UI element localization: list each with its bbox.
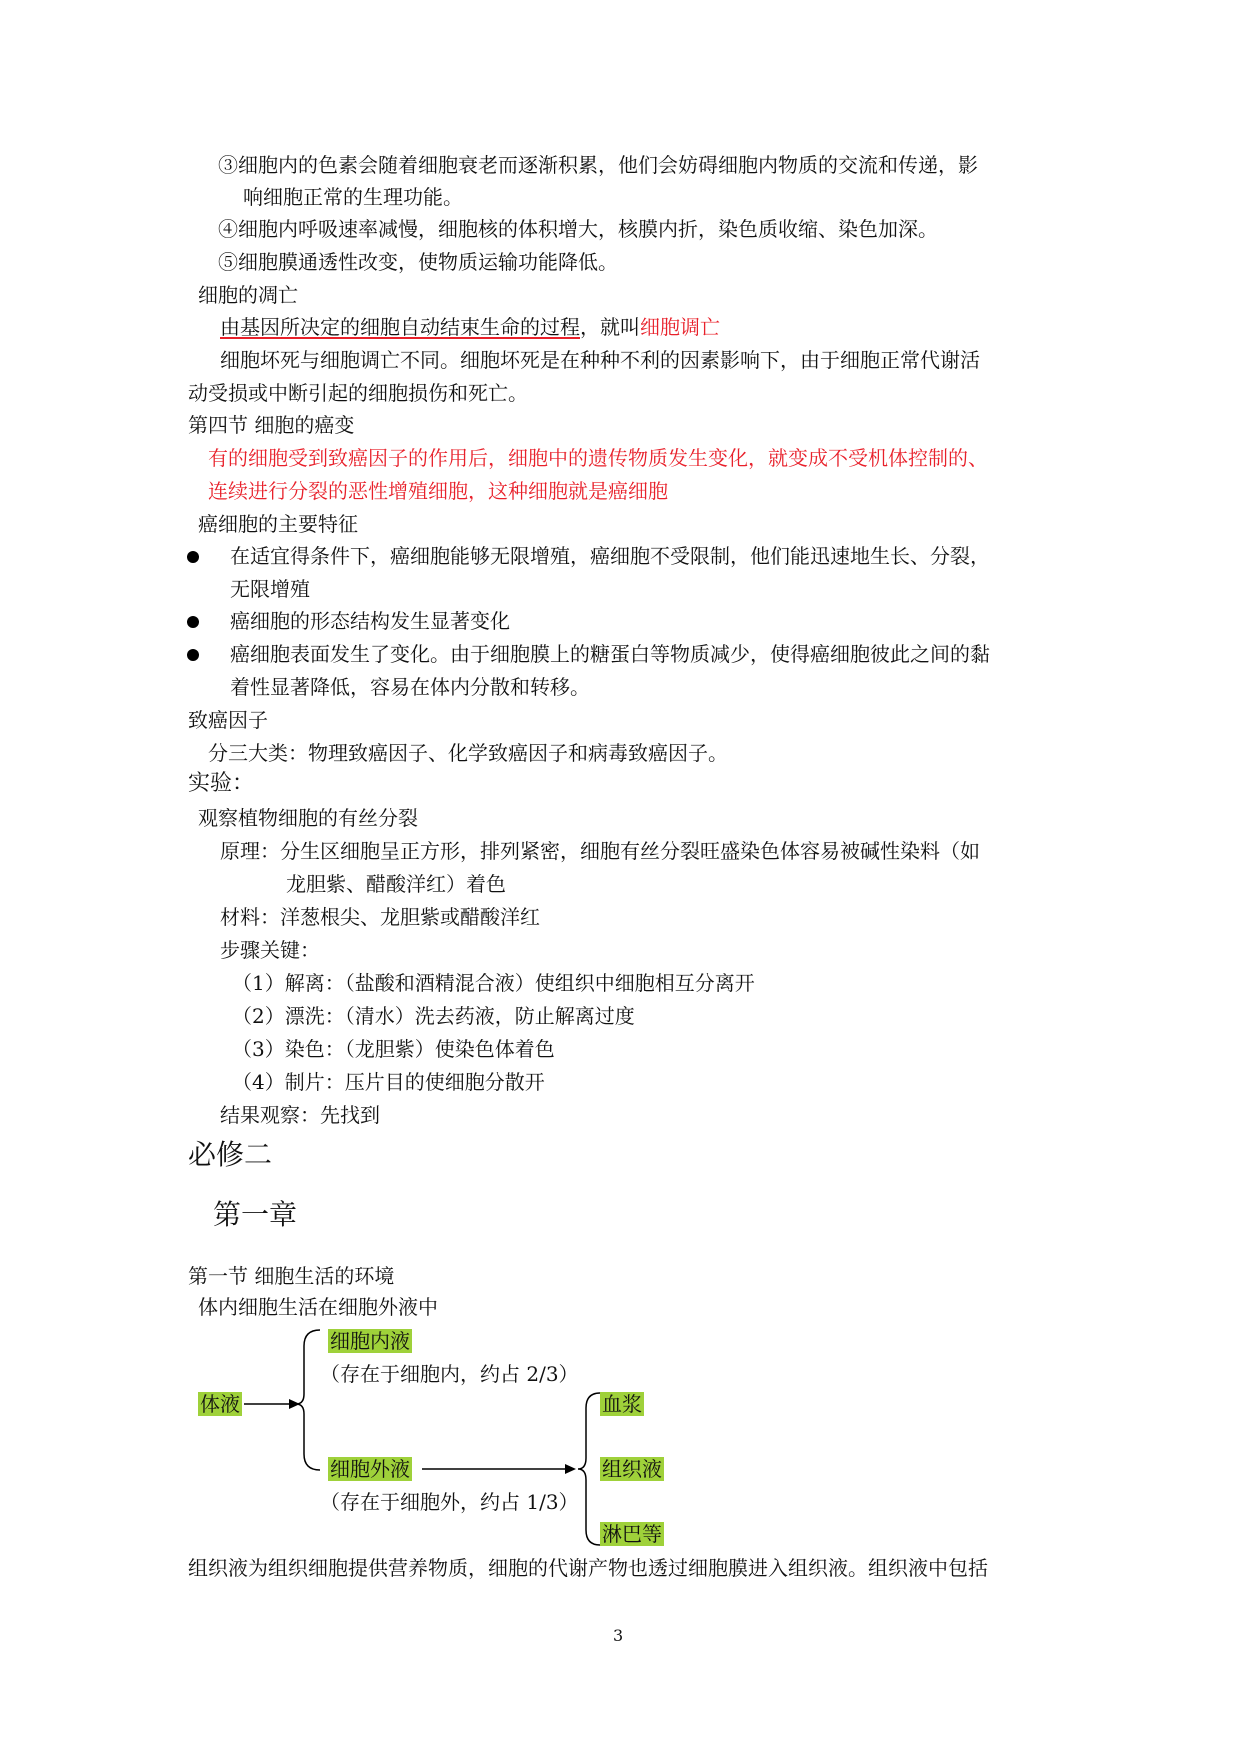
apoptosis-heading: 细胞的凋亡 — [198, 283, 298, 307]
experiment-steps-heading: 步骤关键： — [220, 938, 320, 962]
lymph-label — [600, 1521, 664, 1547]
carcinogen-text: 分三大类：物理致癌因子、化学致癌因子和病毒致癌因子。 — [208, 741, 728, 765]
experiment-step-1: （1）解离：（盐酸和酒精混合液）使组织中细胞相互分离开 — [232, 971, 755, 995]
intracellular-note: （存在于细胞内，约占 2/3） — [320, 1362, 579, 1386]
cancer-feature-1-line2: 无限增殖 — [230, 577, 310, 601]
section1-heading: 第一节 细胞生活的环境 — [188, 1264, 395, 1288]
bullet-icon — [187, 551, 199, 563]
cancer-feature-3-line1: 癌细胞表面发生了变化。由于细胞膜上的糖蛋白等物质减少，使得癌细胞彼此之间的黏 — [230, 642, 990, 666]
plasma-term: 血浆 — [602, 1392, 642, 1416]
book2-intro: 体内细胞生活在细胞外液中 — [198, 1295, 438, 1319]
bullet-icon — [187, 616, 199, 628]
experiment-materials: 材料：洋葱根尖、龙胆紫或醋酸洋红 — [220, 905, 540, 929]
aging-item-5: ⑤细胞膜通透性改变，使物质运输功能降低。 — [218, 250, 618, 274]
experiment-step-2: （2）漂洗：（清水）洗去药液，防止解离过度 — [232, 1004, 635, 1028]
aging-item-4: ④细胞内呼吸速率减慢，细胞核的体积增大，核膜内折，染色质收缩、染色加深。 — [218, 217, 938, 241]
body-fluid-label — [198, 1391, 242, 1417]
page-number: 3 — [613, 1626, 624, 1645]
apoptosis-definition — [220, 314, 720, 340]
book2-title: 必修二 — [188, 1138, 273, 1171]
tissue-fluid-label — [600, 1456, 664, 1482]
experiment-step-4: （4）制片：压片目的使细胞分散开 — [232, 1070, 545, 1094]
chapter-title: 第一章 — [213, 1198, 298, 1231]
intracellular-term: 细胞内液 — [330, 1329, 410, 1353]
intracellular-label — [328, 1328, 412, 1354]
cancer-features-heading: 癌细胞的主要特征 — [198, 512, 358, 536]
bullet-icon — [187, 649, 199, 661]
experiment-title: 观察植物细胞的有丝分裂 — [198, 806, 418, 830]
necrosis-line1: 细胞坏死与细胞调亡不同。细胞坏死是在种种不利的因素影响下，由于细胞正常代谢活 — [220, 348, 980, 372]
plasma-label — [600, 1391, 644, 1417]
apoptosis-definition-mid: ，就叫 — [580, 315, 640, 339]
tissue-fluid-term: 组织液 — [602, 1457, 662, 1481]
carcinogen-heading: 致癌因子 — [188, 708, 268, 732]
cancer-feature-2: 癌细胞的形态结构发生显著变化 — [230, 609, 510, 633]
left-brace-icon — [296, 1330, 320, 1470]
experiment-principle-line2: 龙胆紫、醋酸洋红）着色 — [286, 872, 506, 896]
closing-line: 组织液为组织细胞提供营养物质，细胞的代谢产物也透过细胞膜进入组织液。组织液中包括 — [188, 1556, 988, 1580]
aging-item-3-line2: 响细胞正常的生理功能。 — [243, 185, 463, 209]
extracellular-term: 细胞外液 — [330, 1457, 410, 1481]
cancer-definition-line1: 有的细胞受到致癌因子的作用后，细胞中的遗传物质发生变化，就变成不受机体控制的、 — [208, 446, 988, 470]
necrosis-line2: 动受损或中断引起的细胞损伤和死亡。 — [188, 381, 528, 405]
section4-heading: 第四节 细胞的癌变 — [188, 413, 355, 437]
cancer-feature-3-line2: 着性显著降低，容易在体内分散和转移。 — [230, 675, 590, 699]
lymph-term: 淋巴等 — [602, 1522, 662, 1546]
experiment-heading: 实验： — [188, 771, 255, 796]
arrow-head-icon — [289, 1399, 300, 1409]
aging-item-3-line1: ③细胞内的色素会随着细胞衰老而逐渐积累，他们会妨碍细胞内物质的交流和传递，影 — [218, 153, 978, 177]
body-fluid-term: 体液 — [200, 1392, 240, 1416]
cancer-definition-line2: 连续进行分裂的恶性增殖细胞，这种细胞就是癌细胞 — [208, 479, 668, 503]
arrow-head-icon — [565, 1464, 576, 1474]
extracellular-note: （存在于细胞外，约占 1/3） — [320, 1490, 579, 1514]
experiment-result: 结果观察：先找到 — [220, 1103, 380, 1127]
experiment-step-3: （3）染色：（龙胆紫）使染色体着色 — [232, 1037, 555, 1061]
apoptosis-definition-underlined: 由基因所决定的细胞自动结束生命的过程 — [220, 315, 580, 339]
cancer-feature-1-line1: 在适宜得条件下，癌细胞能够无限增殖，癌细胞不受限制，他们能迅速地生长、分裂， — [230, 544, 990, 568]
extracellular-label — [328, 1456, 412, 1482]
experiment-principle-line1: 原理：分生区细胞呈正方形，排列紧密，细胞有丝分裂旺盛染色体容易被碱性染料（如 — [220, 839, 980, 863]
right-brace-icon — [578, 1393, 600, 1545]
apoptosis-term: 细胞调亡 — [640, 315, 720, 339]
